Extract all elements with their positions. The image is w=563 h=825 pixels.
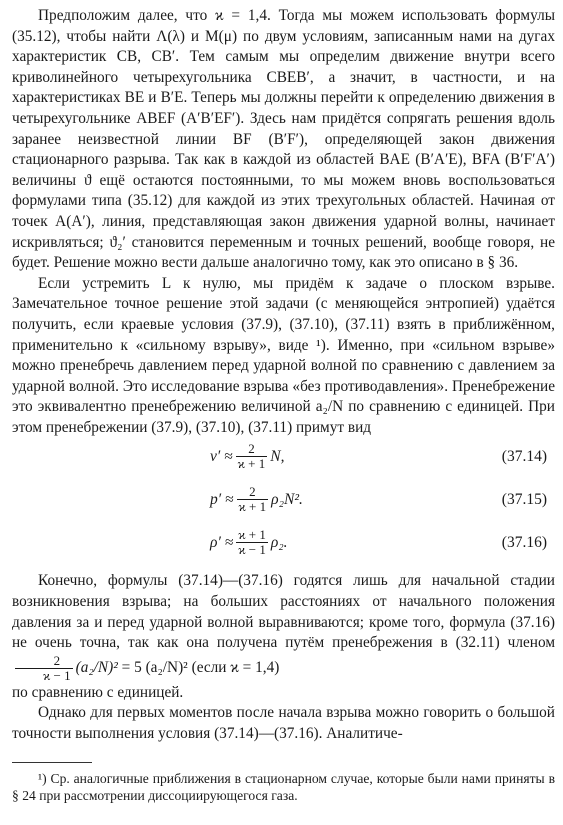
equation-number: (37.16) (501, 534, 547, 552)
paragraph-1: Предположим далее, что ϰ = 1,4. Тогда мы можем использовать формулы (35.12), чтобы найти Λ(λ) и M(μ) по двум условиям, записанным нами на дугах характеристик CB, CB′. Тем самым мы определим движение внутри всего криволинейного четырехугольника CBEB′, а значит, в частности, и на характеристиках BE и B′E. Теперь мы должны перейти к определению движения в четырехугольнике ABEF (A′B′EF′). Здесь нам придётся сопрягать решения вдоль заранее неизвестной линии BF (B′F′), определяющей закон движения стационарного разрыва. Так как в каждой из областей BAE (B′A′E), BFA (B′F′A′) величины ϑ ещё остаются постоянными, то мы можем вновь воспользоваться формулами типа (35.12) для каждой из этих трехугольных областей. Начиная от точек A(A′), линия, представляющая закон движения ударной волны, начинает искривляться; ϑ₂′ становится переменным и точных решений, вообще говоря, не будет. Решение можно вести дальше аналогично тому, как это описано в § 36. (12, 7, 555, 272)
paragraph-3: Конечно, формулы (37.14)—(37.16) годятся лишь для начальной стадии возникновения взрыва; на больших расстояниях от начального положения давления за и перед ударной волной выравниваются; кроме того, формула (37.16) не очень точна, так как она получена путём пренебрежения в (32.11) членом $\frac{2}{ϰ - 1}$ (a₂/N)² = 5 (a₂/N)² (если ϰ = 1,4) (12, 572, 555, 683)
paragraph-3-end: по сравнению с единицей. (12, 683, 184, 701)
equation-number: (37.15) (501, 491, 547, 509)
eq-rhs: ρ₂. (270, 533, 288, 551)
inline-expression: = 5 (a₂/N)² (если ϰ = 1,4) (121, 658, 280, 676)
inline-fraction: $\frac{2}{ϰ - 1}$ (15, 654, 73, 683)
equation-37-16 (12, 524, 555, 567)
eq-fraction: $\frac{ϰ + 1}{ϰ - 1}$ (238, 527, 266, 558)
equation-37-14 (12, 438, 555, 481)
paragraph-4: Однако для первых моментов после начала взрыва можно говорить о большой точности выполнения условия (37.14)—(37.16). Аналитиче- (12, 704, 555, 743)
footnote: ¹) Ср. аналогичные приближения в стационарном случае, которые были нами приняты в § 24 при рассмотрении диссоциирующегося газа. (12, 771, 555, 803)
equation-37-15 (12, 481, 555, 524)
footnote-divider (12, 762, 92, 763)
page-body (12, 6, 555, 745)
eq-fraction: $\frac{2}{ϰ + 1}$ (238, 484, 267, 515)
eq-rhs: N, (270, 447, 285, 465)
eq-lhs: p′ ≈ (210, 490, 234, 508)
eq-lhs: v′ ≈ (210, 447, 233, 465)
inline-power: (a₂/N)² (75, 658, 118, 676)
eq-fraction: $\frac{2}{ϰ + 1}$ (237, 441, 266, 472)
paragraph-2: Если устремить L к нулю, мы придём к задаче о плоском взрыве. Замечательное точное решение этой задачи (с меняющейся энтропией) удаётся получить, если краевые условия (37.9), (37.10), (37.11) взять в приближённом, применительно к «сильному взрыву», виде ¹). Именно, при «сильном взрыве» можно пренебречь давлением перед ударной волной по сравнению с давлением за ударной волной. Это исследование взрыва «без противодавления». Пренебрежение это эквивалентно пренебрежению величиной a₂/N по сравнению с единицей. При этом пренебрежении (37.9), (37.10), (37.11) примут вид (12, 274, 555, 436)
equation-number: (37.14) (501, 448, 547, 466)
eq-rhs: ρ₂N². (271, 490, 303, 508)
eq-lhs: ρ′ ≈ (210, 533, 234, 551)
